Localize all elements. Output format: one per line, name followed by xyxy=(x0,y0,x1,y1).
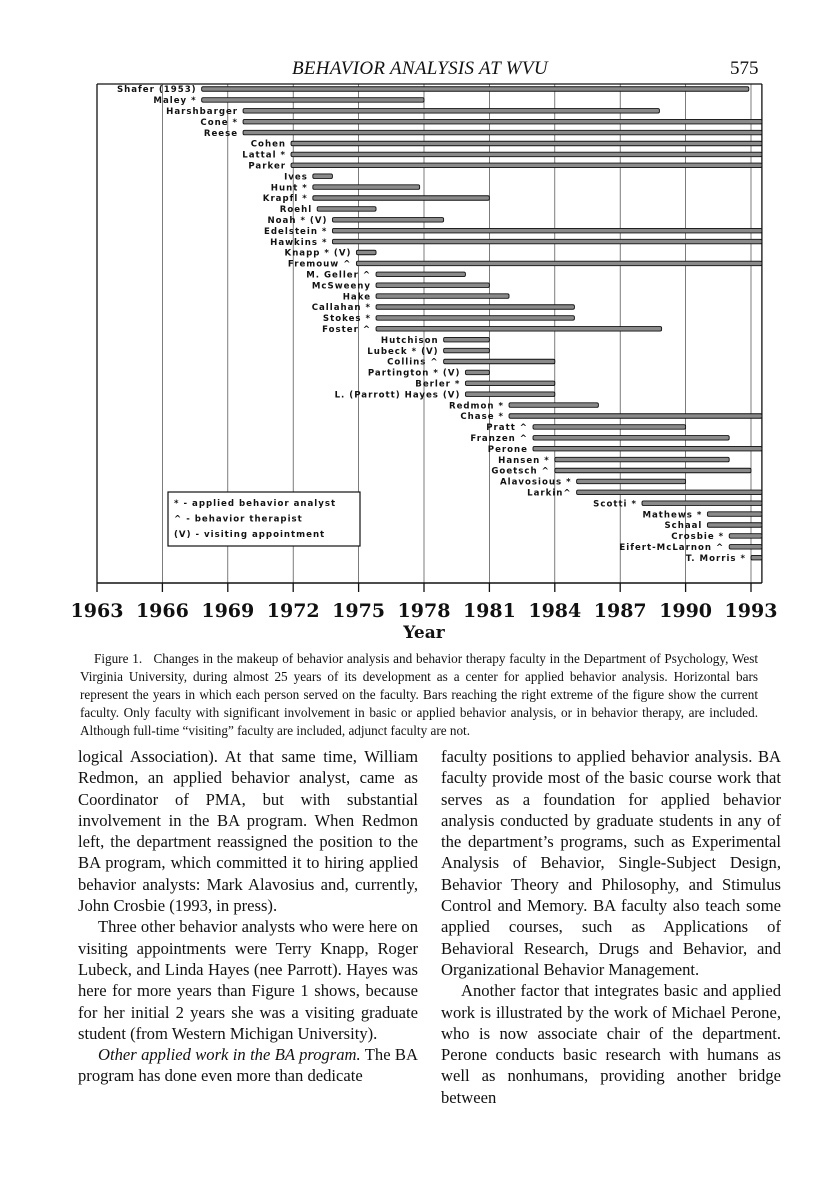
bar-label-19: Hake xyxy=(342,292,372,303)
bar-24 xyxy=(444,348,490,353)
bar-32 xyxy=(533,436,729,441)
legend-entry-1: ^ - behavior therapist xyxy=(174,514,303,525)
paragraph-text: The BA program has done even more than dedicate xyxy=(78,1045,418,1086)
right-column xyxy=(441,746,781,1108)
paragraph: Three other behavior analysts who were here on visiting appointments were Terry Knapp, Roger Lubeck, and Linda Hayes (nee Parrott). Hayes was here for more years than Figure 1 shows, because for her initial 2 years she was a visiting graduate student (from Western Michigan University). xyxy=(78,917,418,1043)
bar-34 xyxy=(555,457,729,462)
bar-label-0: Shafer (1953) xyxy=(116,85,197,96)
paragraph: logical Association). At that same time, William Redmon, an applied behavior analyst, came as Coordinator of PMA, but with substantial involvement in the BA program. When Redmon left, the department reassigned the position to the BA program, which committed it to hiring applied behavior analysts: Mark Alavosius and, currently, John Crosbie (1993, in press). xyxy=(78,747,418,916)
bar-6 xyxy=(291,152,762,157)
bar-31 xyxy=(533,425,686,430)
bar-label-16: Fremouw ^ xyxy=(287,259,352,270)
x-tick-label-1972: 1972 xyxy=(266,600,320,622)
paragraph xyxy=(78,1044,418,1087)
bar-label-39: Mathews * xyxy=(642,510,703,521)
bar-26 xyxy=(465,370,489,375)
bar-37 xyxy=(577,490,762,495)
paragraph: faculty positions to applied behavior analysis. BA faculty provide most of the basic course work that serves as a foundation for applied behavior analysis conducted by graduate students in any of the department’s programs, such as Experimental Analysis of Behavior, Single-Subject Design, Behavior Theory and Philosophy, and Stimulus Control and Memory. BA faculty also teach some applied courses, such as Applications of Behavioral Research, Drugs and Behavior, and Organizational Behavior Management. xyxy=(441,747,781,979)
bar-label-20: Callahan * xyxy=(311,303,372,314)
x-tick-label-1978: 1978 xyxy=(397,600,451,622)
bar-label-43: T. Morris * xyxy=(685,553,746,564)
bar-label-38: Scotti * xyxy=(593,499,637,510)
bar-28 xyxy=(465,392,554,397)
bar-41 xyxy=(729,534,762,539)
bar-5 xyxy=(291,141,762,146)
bar-label-36: Alavosious * xyxy=(500,477,572,488)
bar-29 xyxy=(509,403,598,408)
bar-20 xyxy=(376,305,574,310)
bar-1 xyxy=(202,98,424,103)
bar-22 xyxy=(376,327,662,332)
x-tick-label-1963: 1963 xyxy=(70,600,124,622)
paragraph: Another factor that integrates basic and applied work is illustrated by the work of Michael Perone, who is now associate chair of the department. Perone conducts basic research with humans as well as nonhumans, providing another bridge between xyxy=(441,981,781,1107)
bar-label-9: Hunt * xyxy=(270,183,308,194)
bar-label-25: Collins ^ xyxy=(387,357,439,368)
bar-label-41: Crosbie * xyxy=(671,532,725,543)
caption-text: Changes in the makeup of behavior analysis and behavior therapy faculty in the Department of Psychology, West Virginia University, during almost 25 years of its development as a center for applied behavior analysis. Horizontal bars represent the years in which each person served on the faculty. Bars reaching the right extreme of the figure show the current faculty. Only faculty with significant involvement in basic or applied behavior analysis, or in behavior therapy, are included. Although full-time “visiting” faculty are included, adjunct faculty are not. xyxy=(80,651,758,738)
bar-label-17: M. Geller ^ xyxy=(306,270,372,281)
bar-25 xyxy=(444,359,555,364)
bar-label-14: Hawkins * xyxy=(270,237,328,248)
bar-label-22: Foster ^ xyxy=(322,325,372,335)
x-tick-label-1987: 1987 xyxy=(593,600,647,622)
bar-label-4: Reese xyxy=(203,128,239,139)
bar-40 xyxy=(707,523,762,528)
bar-9 xyxy=(313,185,420,190)
x-axis xyxy=(71,583,778,622)
bar-23 xyxy=(444,337,490,342)
legend xyxy=(168,492,360,546)
bar-label-11: Roehl xyxy=(279,205,313,216)
bar-label-13: Edelstein * xyxy=(264,226,328,237)
x-tick-label-1981: 1981 xyxy=(462,600,516,622)
bar-label-15: Knapp * (V) xyxy=(284,248,352,259)
bar-38 xyxy=(642,501,762,506)
bar-label-42: Eifert-McLarnon ^ xyxy=(619,543,725,553)
paragraph-heading: Other applied work in the BA program. xyxy=(98,1045,361,1065)
bar-label-7: Parker xyxy=(248,161,287,172)
running-title: BEHAVIOR ANALYSIS AT WVU xyxy=(292,58,548,79)
bar-label-40: Schaal xyxy=(664,521,703,532)
left-column xyxy=(78,746,418,1087)
bar-33 xyxy=(533,446,762,451)
bar-label-32: Franzen ^ xyxy=(470,434,528,444)
bar-label-12: Noah * (V) xyxy=(267,216,328,226)
bar-13 xyxy=(332,228,761,233)
bar-4 xyxy=(243,130,762,135)
bar-label-30: Chase * xyxy=(460,412,505,423)
bar-label-18: McSweeny xyxy=(311,281,372,292)
bar-30 xyxy=(509,414,762,419)
bar-label-10: Krapfl * xyxy=(262,194,308,205)
bar-label-29: Redmon * xyxy=(448,401,505,412)
bar-label-21: Stokes * xyxy=(322,314,372,325)
bar-label-2: Harshbarger xyxy=(166,107,239,117)
page-number: 575 xyxy=(730,58,759,79)
figure-caption xyxy=(80,650,758,740)
bar-15 xyxy=(356,250,376,255)
bar-18 xyxy=(376,283,489,288)
bar-label-1: Maley * xyxy=(153,96,197,107)
bar-label-37: Larkin^ xyxy=(527,488,572,499)
bar-36 xyxy=(577,479,686,484)
bar-10 xyxy=(313,196,490,201)
bar-16 xyxy=(356,261,761,266)
bar-label-24: Lubeck * (V) xyxy=(367,346,439,357)
bar-7 xyxy=(291,163,762,168)
x-tick-label-1969: 1969 xyxy=(201,600,255,622)
x-tick-label-1984: 1984 xyxy=(528,600,582,622)
bar-2 xyxy=(243,109,659,114)
bar-27 xyxy=(465,381,554,386)
bar-label-31: Pratt ^ xyxy=(486,423,528,434)
bar-label-34: Hansen * xyxy=(498,455,550,466)
bar-0 xyxy=(202,87,749,92)
bar-label-26: Partington * (V) xyxy=(367,368,461,379)
bar-label-27: Berler * xyxy=(415,379,461,390)
legend-entry-2: (V) - visiting appointment xyxy=(174,530,326,540)
x-axis-title: Year xyxy=(403,623,445,643)
bar-label-3: Cone * xyxy=(200,117,239,128)
bar-43 xyxy=(751,555,762,560)
bar-39 xyxy=(707,512,762,516)
bar-21 xyxy=(376,316,574,321)
bar-19 xyxy=(376,294,509,299)
bar-label-5: Cohen xyxy=(250,139,287,150)
bar-12 xyxy=(332,218,443,223)
bar-label-33: Perone xyxy=(487,444,528,455)
x-tick-label-1993: 1993 xyxy=(724,600,778,622)
x-tick-label-1966: 1966 xyxy=(135,600,189,622)
bar-3 xyxy=(243,119,762,124)
bar-label-28: L. (Parrott) Hayes (V) xyxy=(334,390,461,401)
bar-8 xyxy=(313,174,333,179)
caption-label: Figure 1. xyxy=(94,651,143,666)
legend-entry-0: * - applied behavior analyst xyxy=(174,499,337,509)
x-tick-label-1975: 1975 xyxy=(332,600,386,622)
x-tick-label-1990: 1990 xyxy=(659,600,713,622)
bar-11 xyxy=(317,207,376,212)
bar-42 xyxy=(729,545,762,550)
bar-label-35: Goetsch ^ xyxy=(491,466,550,477)
bar-label-6: Lattal * xyxy=(242,150,287,161)
bar-17 xyxy=(376,272,465,277)
bar-14 xyxy=(332,239,761,244)
bar-label-8: Ives xyxy=(284,172,308,183)
bar-label-23: Hutchison xyxy=(380,335,439,346)
bar-35 xyxy=(555,468,751,473)
